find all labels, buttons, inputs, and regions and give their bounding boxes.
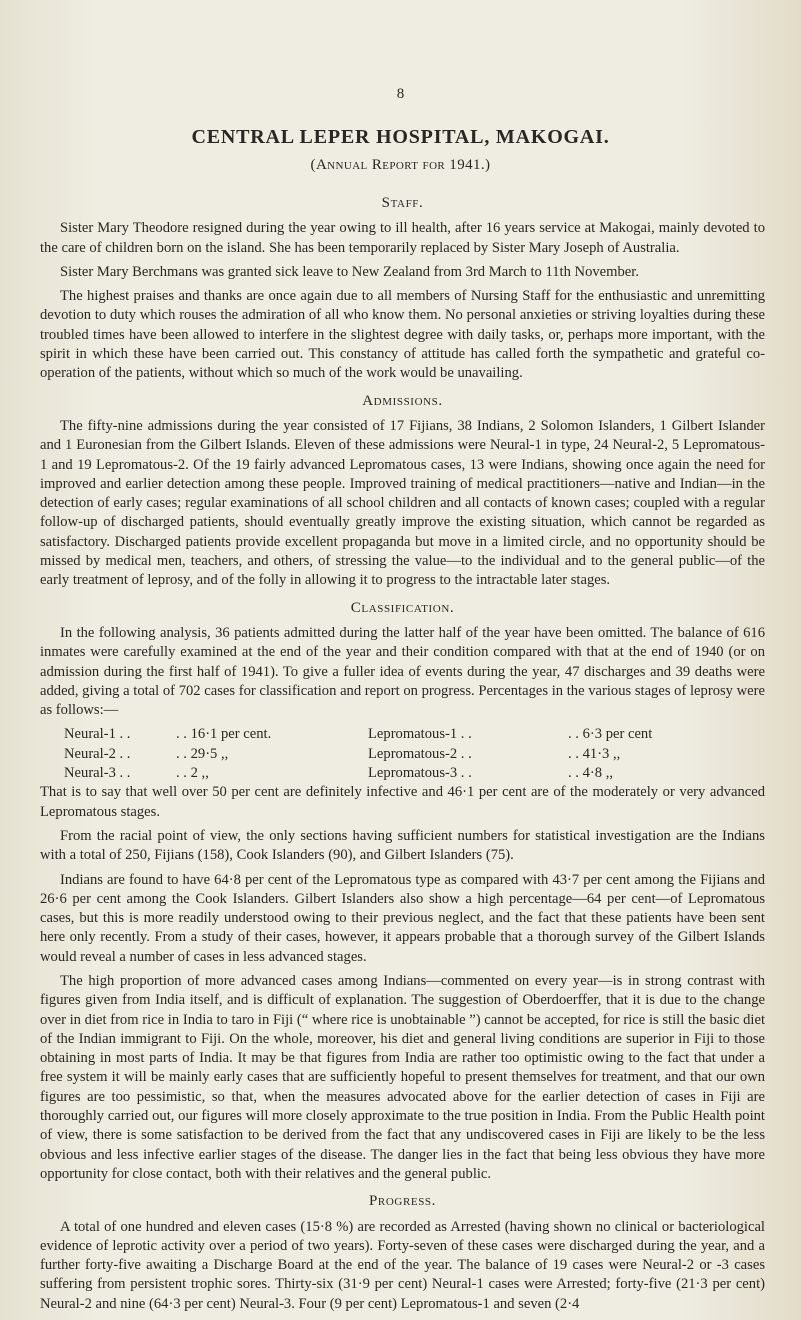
table-cell: . . 4·8 ,, (568, 765, 613, 782)
table-row (64, 745, 652, 764)
table-cell: Neural-1 . . (64, 726, 131, 743)
table-cell: . . 6·3 per cent (568, 726, 653, 743)
section-heading-staff: Staff. (381, 195, 424, 211)
percentage-table (64, 725, 652, 783)
section-heading-classification: Classification. (350, 599, 455, 616)
document-body (40, 186, 765, 1319)
page-number: 8 (396, 86, 405, 102)
paragraph: Indians are found to have 64·8 per cent of the Lepromatous type as compared with 43·7 per cent among the Fijians and 26·6 per cent among the Cook Islanders. Gilbert Islanders also show a high percentage—64 per cent—of Lepromatous cases, but this is more readily understood owing to their previous neglect, and the fact that these patients have been sent here only recently. From a study of their cases, however, it appears probable that a thorough survey of the Gilbert Islands would reveal a number of cases in less advanced stages. (40, 871, 765, 965)
table-cell: Neural-3 . . (64, 765, 131, 782)
paragraph: In the following analysis, 36 patients admitted during the latter half of the year have been omitted. The balance of 616 inmates were carefully examined at the end of the year and their condition compared with that at the end of 1940 (or on admission during the first half of 1941). To give a fuller idea of events during the year, 47 discharges and 39 deaths were added, giving a total of 702 cases for classification and report on progress. Percentages in the various stages of leprosy were as follows:— (40, 624, 765, 719)
section-heading-admissions: Admissions. (362, 392, 443, 409)
table-row (64, 764, 652, 783)
table-cell: . . 29·5 ,, (176, 745, 229, 762)
section-heading-progress: Progress. (368, 1193, 436, 1210)
table-row (64, 725, 652, 744)
paragraph: The high proportion of more advanced cases among Indians—commented on every year—is in strong contrast with figures given from India itself, and is difficult of explanation. The suggestion of Oberdoerffer, that it is due to the change over in diet from rice in India to taro in Fiji (“ where rice is unobtainable ”) cannot be accepted, for rice is still the basic diet of the Indian immigrant to Fiji. On the whole, moreover, his diet and general living conditions are superior in Fiji to those obtaining in most parts of India. It may be that figures from India are rather too optimistic owing to the fact that under a free system it will be mainly early cases that are sufficiently hopeful to present themselves for treatment, and that our own figures are too pessimistic, so that, when the measures advocated above for the earlier detection of cases in Fiji are thoroughly carried out, our figures will more closely approximate to the true position in India. From the Public Health point of view, there is some satisfaction to be derived from the fact that any undiscovered cases in Fiji are likely to be the less obvious and less infective earlier stages of the disease. The danger lies in the fact that being less obvious they have more opportunity for close contact, both with their relatives and the general public. (40, 972, 765, 1182)
table-cell: . . 16·1 per cent. (176, 726, 272, 743)
document-subtitle: (Annual Report for 1941.) (310, 157, 491, 173)
paragraph: The fifty-nine admissions during the year consisted of 17 Fijians, 38 Indians, 2 Solomon Islanders, 1 Gilbert Islander and 1 Euronesian from the Gilbert Islands. Eleven of these admissions were Neural-1 in type, 24 Neural-2, 5 Lepromatous-1 and 19 Lepromatous-2. Of the 19 fairly advanced Lepromatous cases, 13 were Indians, showing once again the need for improved and earlier detection among these people. Improved training of medical practitioners—native and Indian—in the detection of early cases; regular examinations of all school children and all contacts of known cases; coupled with a regular follow-up of discharged patients, should eventually greatly improve the existing situation, which cannot be regarded as satisfactory. Discharged patients provide excellent propaganda but move in a limited circle, and no opportunity should be missed by medical men, teachers, and others, of stressing the value—to the individual and to the general public—of the early treatment of leprosy, and of the folly in allowing it to progress to the intractable later stages. (40, 417, 765, 589)
paragraph: That is to say that well over 50 per cent are definitely infective and 46·1 per cent are of the moderately or very advanced Lepromatous stages. (40, 784, 765, 820)
paragraph: A total of one hundred and eleven cases (15·8 %) are recorded as Arrested (having shown no clinical or bacteriological evidence of leprotic activity over a period of two years). Forty-seven of these cases were discharged during the year, and a further forty-five awaiting a Discharge Board at the end of the year. The balance of 19 cases were Neural-2 or -3 cases suffering from persistent trophic sores. Thirty-six (31·9 per cent) Neural-1 cases were Arrested; forty-five (21·3 per cent) Neural-2 and nine (64·3 per cent) Neural-3. Four (9 per cent) Lepromatous-1 and seven (2·4 (40, 1218, 765, 1312)
table-cell: . . 41·3 ,, (568, 745, 621, 762)
table-cell: Lepromatous-2 . . (368, 745, 472, 762)
table-cell: Neural-2 . . (64, 745, 131, 762)
document-title: CENTRAL LEPER HOSPITAL, MAKOGAI. (191, 126, 610, 148)
table-cell: Lepromatous-1 . . (368, 726, 472, 743)
paragraph: Sister Mary Berchmans was granted sick leave to New Zealand from 3rd March to 11th November. (60, 263, 639, 280)
table-cell: . . 2 ,, (176, 765, 209, 782)
paragraph: The highest praises and thanks are once again due to all members of Nursing Staff for the enthusiastic and unremitting devotion to duty which rouses the admiration of all who know them. No personal anxieties or striving loyalties during these troubled times have been allowed to interfere in the slightest degree with daily tasks, or, perhaps more important, with the spirit in which these have been carried out. This constancy of attitude has called forth the sympathetic and grateful co-operation of the patients, without which so much of the work would be unavailing. (40, 288, 765, 382)
paragraph: Sister Mary Theodore resigned during the year owing to ill health, after 16 years service at Makogai, mainly devoted to the care of children born on the island. She has been temporarily replaced by Sister Mary Joseph of Australia. (40, 220, 765, 256)
paragraph: From the racial point of view, the only sections having sufficient numbers for statistical investigation are the Indians with a total of 250, Fijians (158), Cook Islanders (90), and Gilbert Islanders (75). (40, 827, 765, 864)
table-cell: Lepromatous-3 . . (368, 765, 472, 782)
